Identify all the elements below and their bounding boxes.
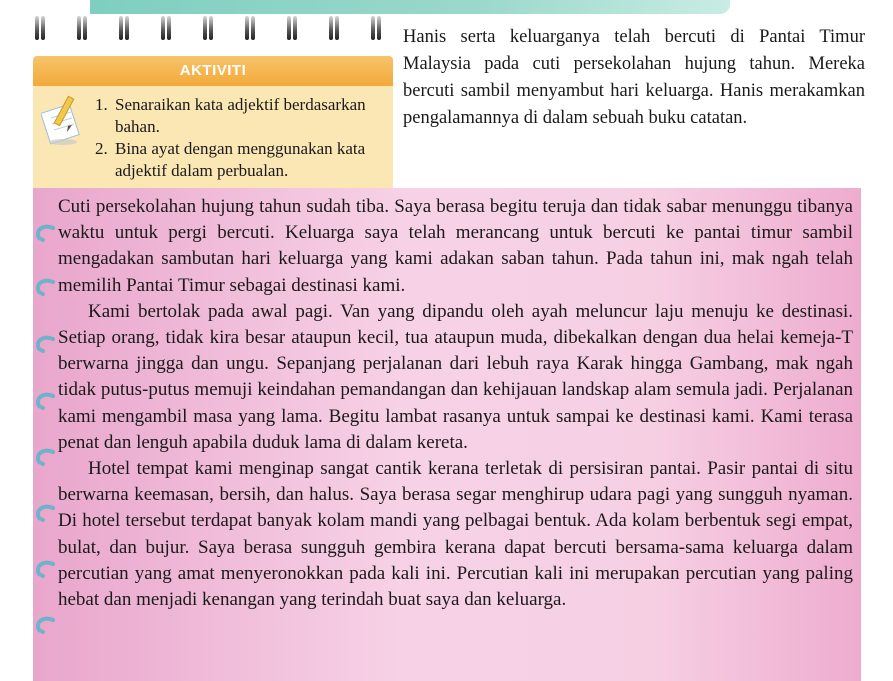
binder-hook-icon <box>33 390 55 412</box>
activity-item-text: Bina ayat dengan menggunakan kata adjektif dalam perbualan. <box>115 139 366 180</box>
story-paragraph: Kami bertolak pada awal pagi. Van yang dipandu oleh ayah meluncur laju menuju ke destinasi. Setiap orang, tidak kira besar ataupun kecil, tua ataupun muda, dibekalkan dengan dua helai kemeja-T berwarna jingga dan ungu. Sepanjang perjalanan dari lebuh raya Karak hingga Gambang, mak ngah tidak putus-putus memuji keindahan pemandangan dan kehijauan landskap alam semula jadi. Perjalanan kami mengambil masa yang lama. Begitu lambat rasanya untuk sampai ke destinasi kami. Kami terasa penat dan lenguh apabila duduk lama di dalam kereta. <box>58 300 853 453</box>
story-text <box>58 194 853 613</box>
binder-ring-icon <box>203 16 215 40</box>
activity-item <box>95 94 395 138</box>
activity-title: AKTIVITI <box>179 62 247 79</box>
story-paragraph: Cuti persekolahan hujung tahun sudah tiba. Saya berasa begitu teruja dan tidak sabar menunggu tibanya waktu untuk pergi bercuti. Keluarga saya telah merancang untuk bercuti ke pantai timur sambil mengadakan sambutan hari keluarga yang kami adakan saban tahun. Pada tahun ini, mak ngah telah memilih Pantai Timur sebagai destinasi kami. <box>58 196 853 296</box>
binder-ring-icon <box>77 16 89 40</box>
binder-ring-icon <box>245 16 257 40</box>
binder-hook-icon <box>33 333 55 355</box>
binder-ring-icon <box>119 16 131 40</box>
binder-hook-icon <box>33 276 55 298</box>
binder-hook-icon <box>33 502 55 524</box>
pencil-paper-icon <box>41 92 85 148</box>
activity-item <box>95 138 395 182</box>
binder-hook-icon <box>33 222 55 244</box>
top-decorative-band <box>90 0 730 14</box>
activity-item-number: 2. <box>95 139 108 158</box>
binder-hook-icon <box>33 446 55 468</box>
binder-ring-icon <box>287 16 299 40</box>
activity-item-text: Senaraikan kata adjektif berdasarkan bahan. <box>115 95 366 136</box>
binder-rings <box>33 14 393 44</box>
activity-item-number: 1. <box>95 95 108 114</box>
binder-ring-icon <box>371 16 383 40</box>
story-box <box>33 188 861 681</box>
binder-ring-icon <box>35 16 47 40</box>
binder-ring-icon <box>161 16 173 40</box>
binder-hook-icon <box>33 558 55 580</box>
activity-box <box>33 14 393 188</box>
activity-list <box>95 94 395 182</box>
binder-hook-icon <box>33 614 55 636</box>
story-paragraph: Hotel tempat kami menginap sangat cantik kerana terletak di persisiran pantai. Pasir pantai di situ berwarna keemasan, bersih, dan halus. Saya berasa segar menghirup udara pagi yang sungguh nyaman. Di hotel tersebut terdapat banyak kolam mandi yang pelbagai bentuk. Ada kolam berbentuk segi empat, bulat, dan bujur. Saya berasa sungguh gembira kerana dapat bercuti bersama-sama keluarga dalam percutian yang amat menyeronokkan pada kali ini. Percutian kali ini merupakan percutian yang paling hebat dan menjadi kenangan yang terindah buat saya dan keluarga. <box>58 458 853 611</box>
binder-ring-icon <box>329 16 341 40</box>
intro-paragraph: Hanis serta keluarganya telah bercuti di Pantai Timur Malaysia pada cuti persekolahan hujung tahun. Mereka bercuti sambil menyambut hari keluarga. Hanis merakamkan pengalamannya di dalam sebuah buku catatan. <box>403 27 865 128</box>
